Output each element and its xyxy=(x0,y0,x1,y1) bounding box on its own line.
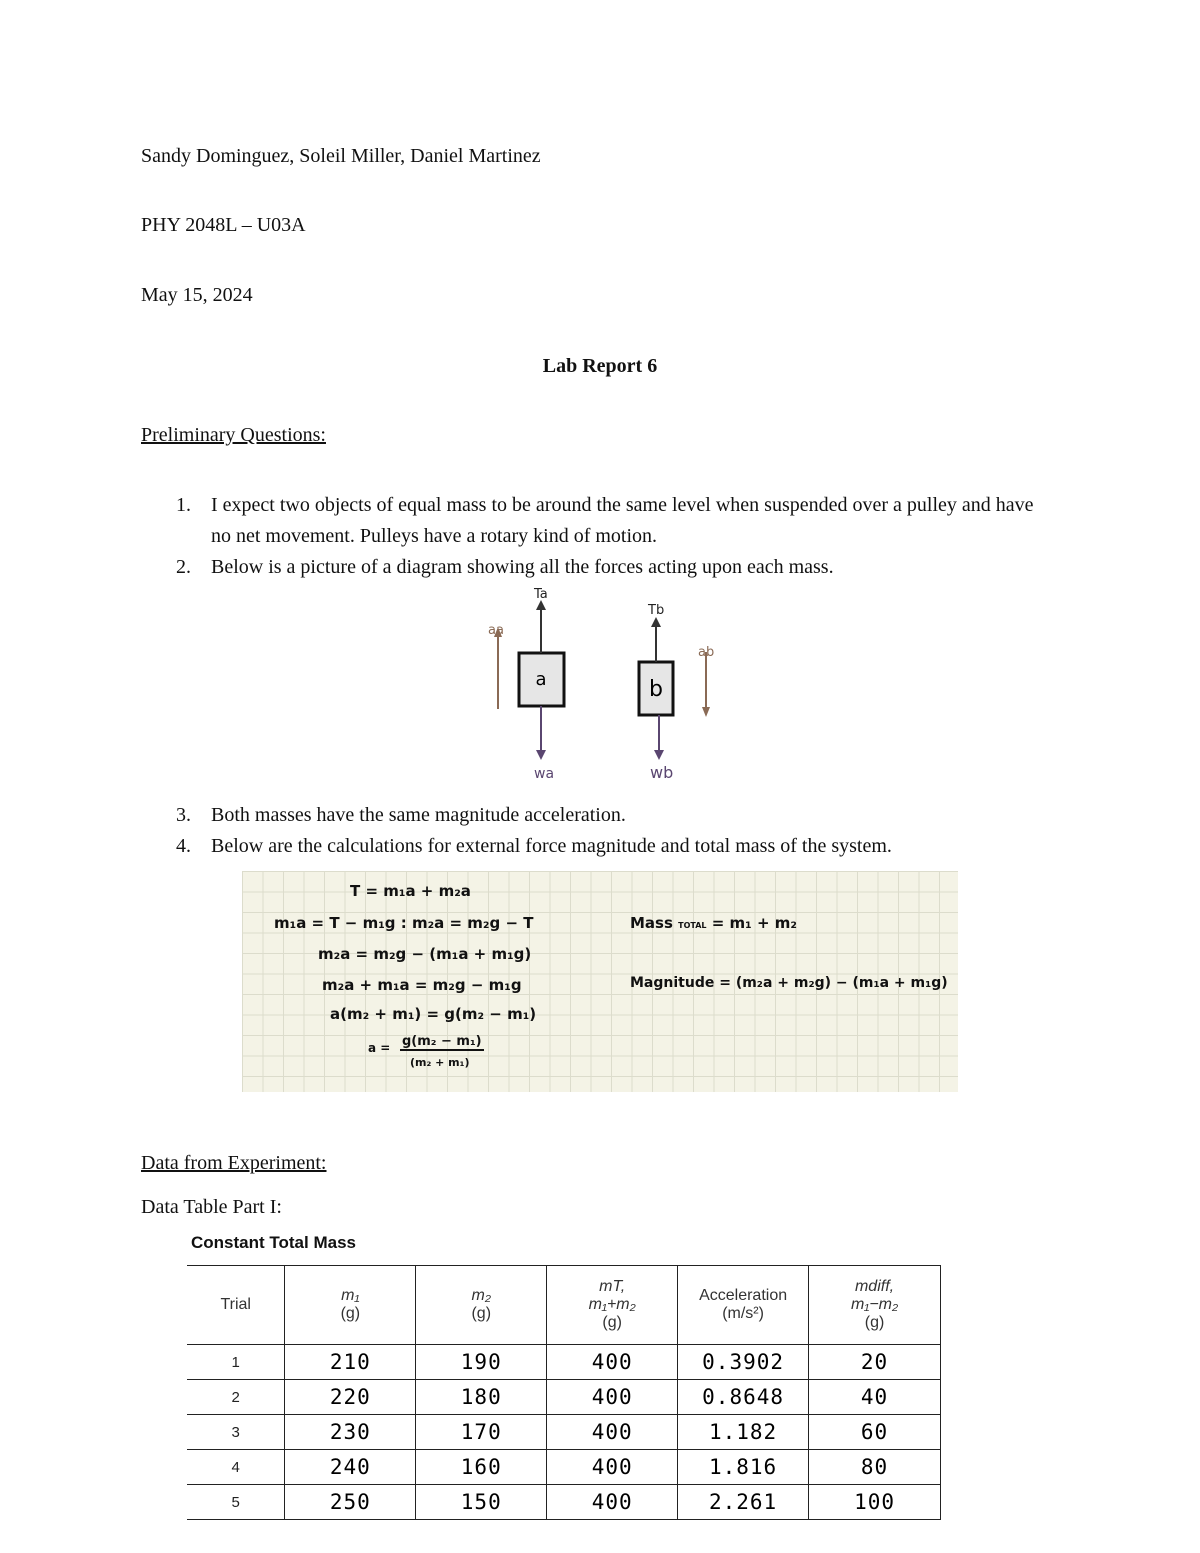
table-row xyxy=(187,1415,941,1450)
cell-m1: 230 xyxy=(285,1415,416,1450)
page-title: Lab Report 6 xyxy=(542,355,658,377)
cell-acceleration: 2.261 xyxy=(678,1485,809,1520)
cell-trial: 4 xyxy=(187,1450,285,1485)
cell-mdiff: 100 xyxy=(809,1485,941,1520)
weight-a-label: wa xyxy=(534,766,555,782)
list-number: 3. xyxy=(176,804,191,826)
accel-b-label: ab xyxy=(698,645,715,660)
cell-m2: 170 xyxy=(416,1415,547,1450)
cell-acceleration: 1.816 xyxy=(678,1450,809,1485)
accel-a-label: aa xyxy=(488,623,504,638)
equation-line: m₂a + m₁a = m₂g − m₁g xyxy=(322,976,522,994)
cell-mdiff: 40 xyxy=(809,1380,941,1415)
report-date: May 15, 2024 xyxy=(141,284,253,306)
cell-mt: 400 xyxy=(547,1380,678,1415)
equation-line: m₂a = m₂g − (m₁a + m₁g) xyxy=(318,945,532,963)
cell-m1: 240 xyxy=(285,1450,416,1485)
mass-total-rhs: = m₁ + m₂ xyxy=(711,914,797,932)
preliminary-heading: Preliminary Questions: xyxy=(141,424,326,446)
cell-m1: 220 xyxy=(285,1380,416,1415)
free-body-diagram xyxy=(470,582,740,787)
mass-total-equation xyxy=(630,914,797,932)
cell-mdiff: 20 xyxy=(809,1345,941,1380)
table-row xyxy=(187,1345,941,1380)
magnitude-equation: Magnitude = (m₂a + m₂g) − (m₁a + m₁g) xyxy=(630,975,948,991)
data-table xyxy=(187,1265,941,1520)
weight-b-label: wb xyxy=(650,763,674,782)
equation-line: a(m₂ + m₁) = g(m₂ − m₁) xyxy=(330,1005,537,1023)
tension-a-label: Ta xyxy=(534,587,548,602)
equation-final-denominator: (m₂ + m₁) xyxy=(410,1056,470,1069)
list-text: Below is a picture of a diagram showing all the forces acting upon each mass. xyxy=(211,556,834,578)
weight-a-arrowhead xyxy=(536,750,546,760)
list-text: Both masses have the same magnitude acceleration. xyxy=(211,804,626,826)
column-header-acceleration: Acceleration (m/s²) xyxy=(678,1266,809,1345)
data-heading: Data from Experiment: xyxy=(141,1152,327,1174)
cell-trial: 5 xyxy=(187,1485,285,1520)
mass-total-subscript: TOTAL xyxy=(678,921,707,930)
tension-b-arrowhead xyxy=(651,617,661,627)
cell-acceleration: 0.3902 xyxy=(678,1345,809,1380)
list-text: Below are the calculations for external force magnitude and total mass of the system. xyxy=(211,835,892,857)
cell-mt: 400 xyxy=(547,1415,678,1450)
cell-m2: 190 xyxy=(416,1345,547,1380)
cell-mdiff: 60 xyxy=(809,1415,941,1450)
cell-trial: 1 xyxy=(187,1345,285,1380)
authors: Sandy Dominguez, Soleil Miller, Daniel Martinez xyxy=(141,145,541,167)
weight-b-arrowhead xyxy=(654,750,664,760)
equation-final-lhs: a = xyxy=(368,1041,391,1055)
column-header-mt: mT, m₁+m₂ (g) xyxy=(547,1266,678,1345)
column-header-mdiff: mdiff, m₁−m₂ (g) xyxy=(809,1266,941,1345)
cell-m1: 210 xyxy=(285,1345,416,1380)
cell-mt: 400 xyxy=(547,1345,678,1380)
block-b-label: b xyxy=(649,677,663,702)
cell-m2: 180 xyxy=(416,1380,547,1415)
calculations-image xyxy=(242,871,958,1092)
table-header-row xyxy=(187,1266,941,1345)
cell-acceleration: 1.182 xyxy=(678,1415,809,1450)
equation-line: m₁a = T − m₁g : m₂a = m₂g − T xyxy=(274,914,534,932)
list-number: 2. xyxy=(176,556,191,578)
column-header-trial: Trial xyxy=(187,1266,285,1345)
table-label: Data Table Part I: xyxy=(141,1196,282,1218)
table-row xyxy=(187,1380,941,1415)
cell-mt: 400 xyxy=(547,1485,678,1520)
table-caption: Constant Total Mass xyxy=(191,1233,356,1252)
cell-acceleration: 0.8648 xyxy=(678,1380,809,1415)
cell-mdiff: 80 xyxy=(809,1450,941,1485)
list-text: I expect two objects of equal mass to be around the same level when suspended over a pulley and have no net movement. Pulleys have a rotary kind of motion. xyxy=(211,494,1034,547)
cell-m2: 160 xyxy=(416,1450,547,1485)
mass-total-label: Mass xyxy=(630,914,673,932)
column-header-m2: m₂ (g) xyxy=(416,1266,547,1345)
course-code: PHY 2048L – U03A xyxy=(141,214,306,236)
accel-b-arrowhead xyxy=(702,707,710,717)
equation-line: T = m₁a + m₂a xyxy=(350,882,471,900)
list-number: 4. xyxy=(176,835,191,857)
table-row xyxy=(187,1485,941,1520)
cell-trial: 2 xyxy=(187,1380,285,1415)
equation-final-numerator: g(m₂ − m₁) xyxy=(402,1034,482,1049)
cell-mt: 400 xyxy=(547,1450,678,1485)
cell-m2: 150 xyxy=(416,1485,547,1520)
block-a-label: a xyxy=(535,669,547,690)
cell-trial: 3 xyxy=(187,1415,285,1450)
tension-b-label: Tb xyxy=(648,603,665,618)
column-header-m1: m₁ (g) xyxy=(285,1266,416,1345)
table-row xyxy=(187,1450,941,1485)
cell-m1: 250 xyxy=(285,1485,416,1520)
list-number: 1. xyxy=(176,494,191,516)
